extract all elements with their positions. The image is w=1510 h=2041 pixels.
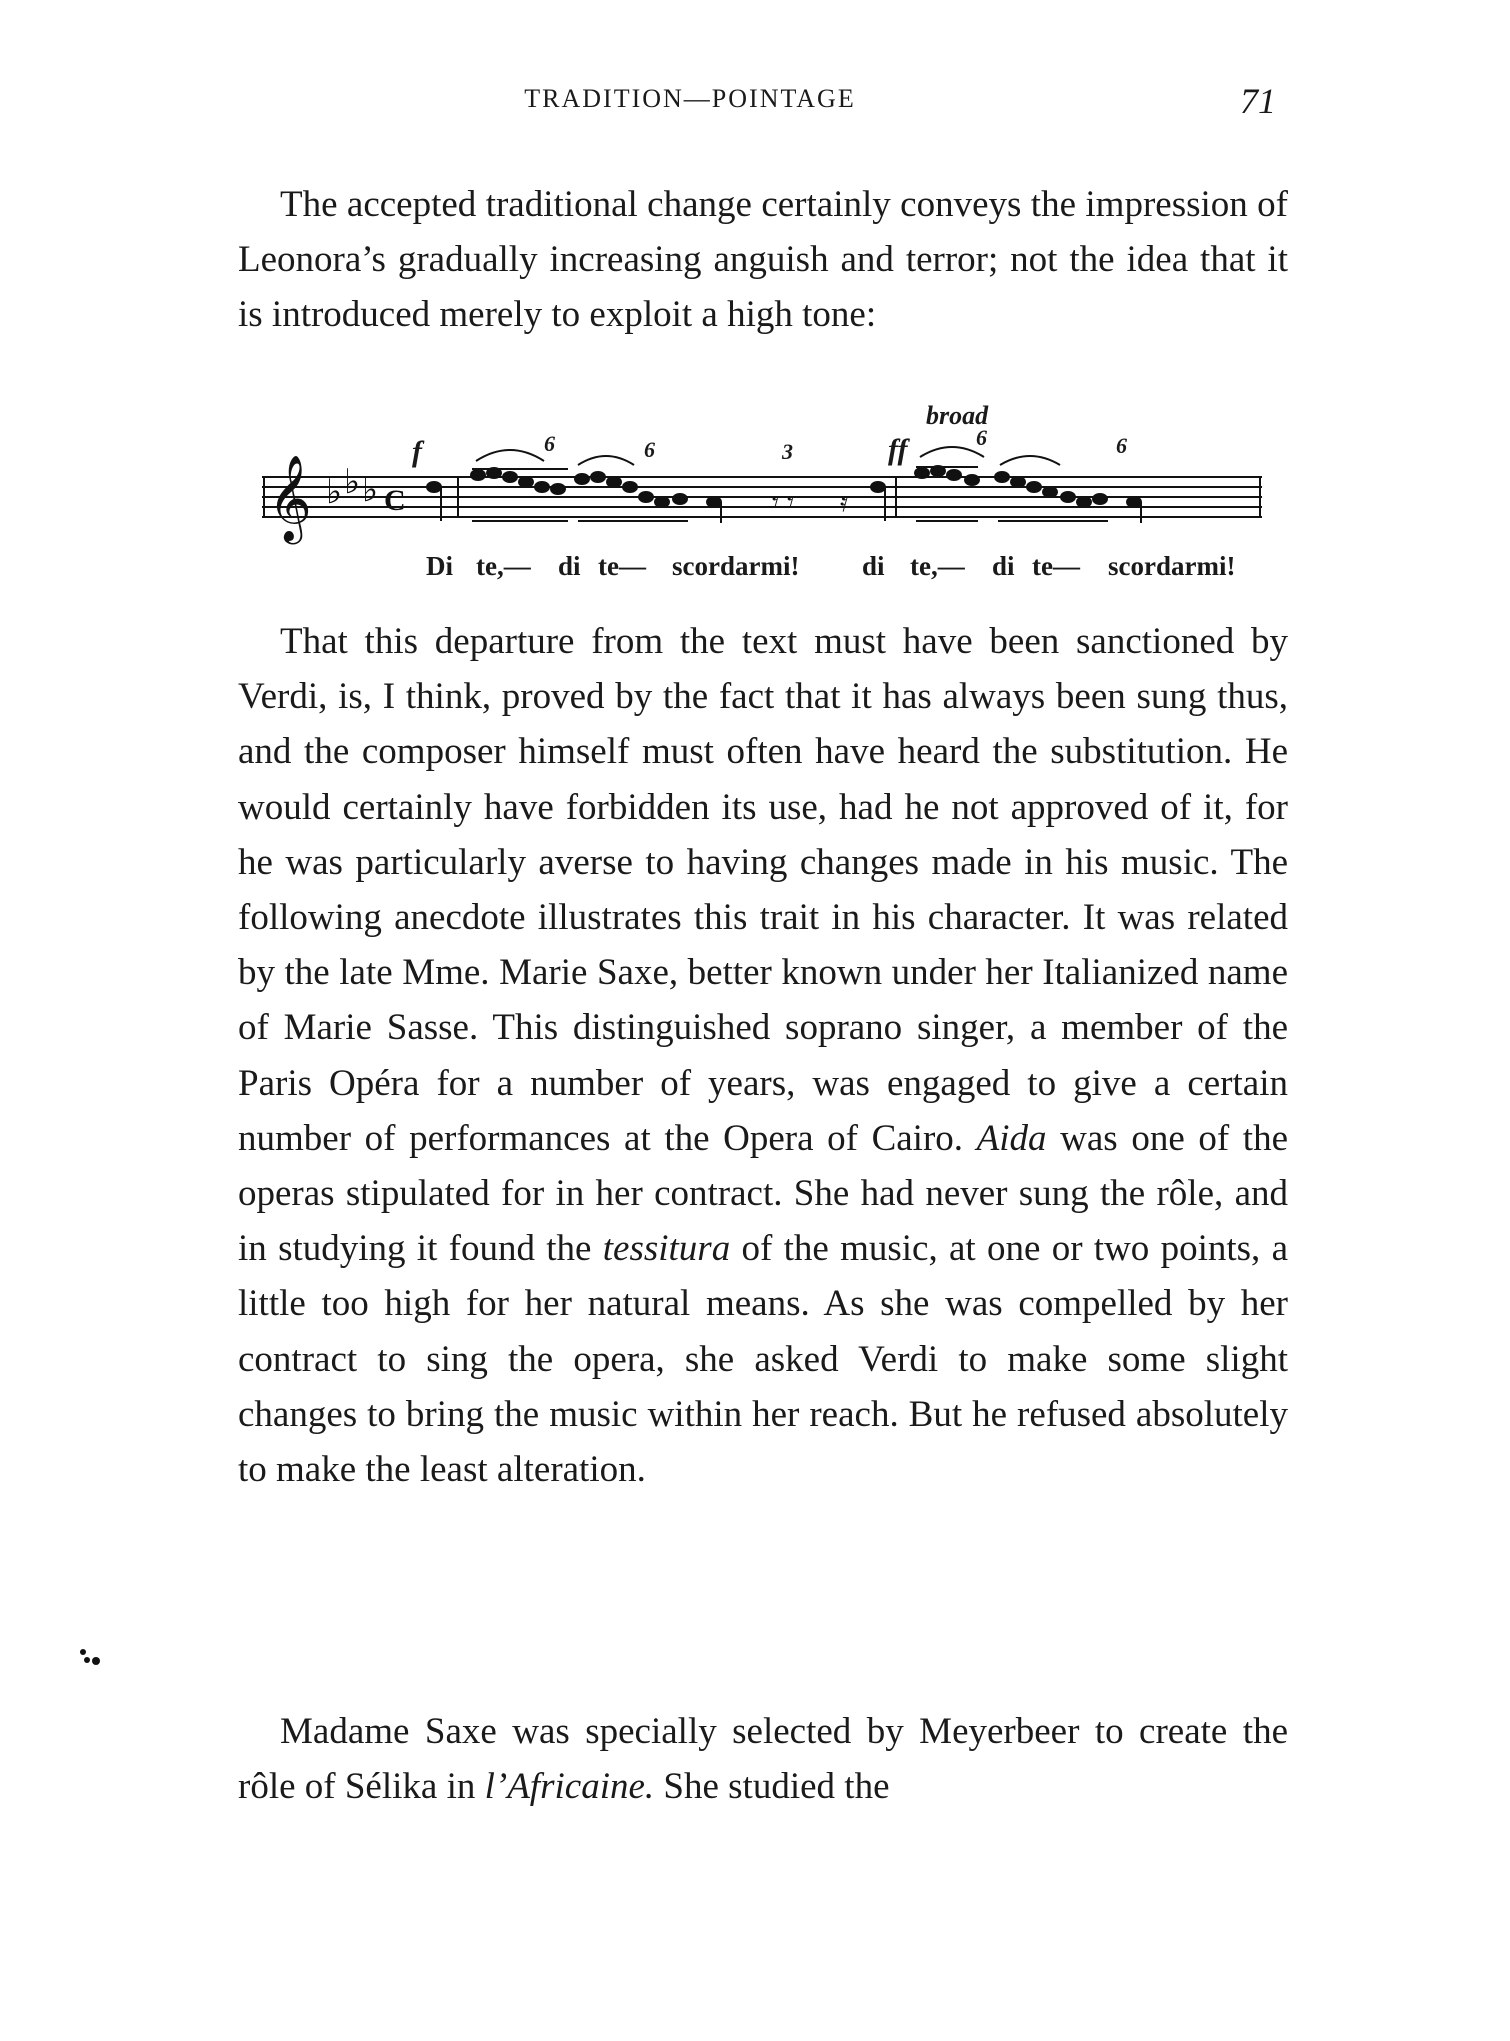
lyric-syllable: te— [1032,551,1080,581]
lyric-syllable: te— [598,551,646,581]
time-signature: C [384,484,406,517]
running-head [0,81,1510,124]
tuplet-number: 6 [976,425,987,450]
term-tessitura: tessitura [602,1228,731,1270]
lyric-syllable: Di [426,551,453,581]
lyric-syllable: di [992,551,1015,581]
lyric-syllable: te,— [476,551,531,581]
paragraph-3-text: Madame Saxe was specially selected by Meyerbeer to create the rôle of Sélika in [238,1711,1288,1808]
music-staff [262,403,1282,553]
paragraph-3-text: She studied the [654,1766,890,1808]
running-title: TRADITION—POINTAGE [524,84,856,113]
music-example [262,403,1282,603]
paragraph-3 [238,1704,1288,1814]
rest-icon: 𝄾 𝄾 [772,488,795,518]
page-number: 71 [1240,81,1276,121]
paragraph-2 [238,614,1288,1497]
paragraph-2-text: of the music, at one or two points, a little too high for her natural means. As she was compelled by her contract to sing the opera, she asked Verdi to make some slight changes to bring the music within her reach. But he refused absolutely to make the least alteration. [238,1228,1289,1491]
lyric-syllable: te,— [910,551,965,581]
ink-smudge-icon [79,1648,103,1666]
dynamic-forte: f [412,435,422,468]
opera-title-africaine: l’Africaine. [484,1766,655,1808]
tuplet-number: 3 [782,439,793,464]
rest-icon: 𝄿 [840,488,848,518]
tempo-mark: broad [926,401,989,430]
lyric-syllable: di [862,551,885,581]
flat-icon: ♭ [326,472,343,512]
flat-icon: ♭ [344,462,361,502]
treble-clef-icon: 𝄞 [268,455,312,541]
paragraph-2-text: That this departure from the text must have been sanctioned by Verdi, is, I think, proved by the fact that it has always been sung thus, and the composer himself must often have heard the substitution. He would certainly have forbidden its use, had he not approved of it, for he was particularly averse to having changes made in his music. The following anecdote illustrates this trait in his character. It was related by the late Mme. Marie Saxe, better known under her Italianized name of Marie Sasse. This distinguished soprano singer, a member of the Paris Opéra for a number of years, was engaged to give a certain number of performances at the Opera of Cairo. [238,621,1288,1159]
flat-icon: ♭ [362,470,379,510]
lyric-syllable: scordarmi! [1108,551,1236,581]
lyric-syllable: di [558,551,581,581]
paragraph-2-text: was one of the operas stipulated for in her contract. She had never sung the rôle, and in studying it found the [238,1117,1288,1270]
paragraph-1: The accepted traditional change certainly conveys the impression of Leonora’s gradually increasing anguish and terror; not the idea that it is introduced merely to exploit a high tone: [238,184,1288,336]
tuplet-number: 6 [544,431,555,456]
lyric-syllable: scordarmi! [672,551,800,581]
tuplet-number: 6 [644,437,655,462]
opera-title-aida: Aida [976,1117,1047,1159]
tuplet-number: 6 [1116,433,1127,458]
dynamic-fortissimo: ff [888,433,908,466]
